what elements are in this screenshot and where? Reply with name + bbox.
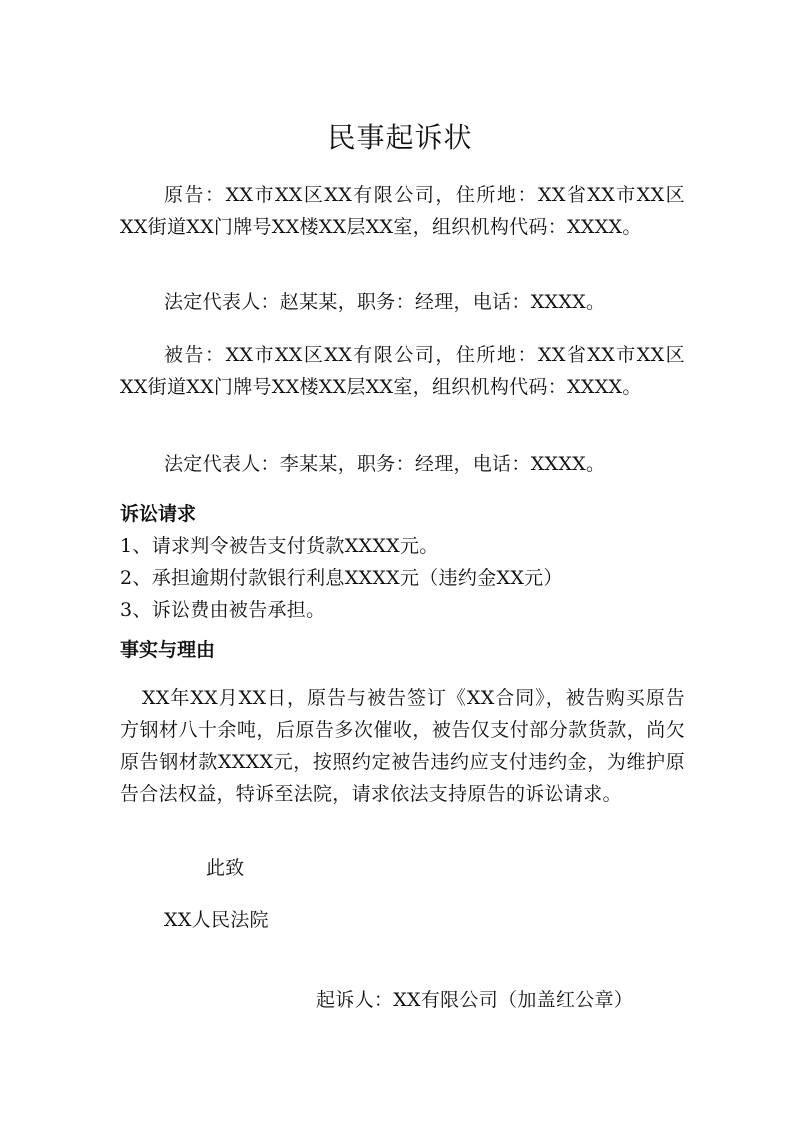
closing-text: 此致 [206,857,245,879]
plaintiff-representative: 法定代表人：赵某某，职务：经理，电话：XXXX。 [164,291,606,313]
court-name: XX人民法院 [164,909,269,931]
plaintiff-paragraph: 原告：XX市XX区XX有限公司，住所地：XX省XX市XX区XX街道XX门牌号XX楼XX层XX室，组织机构代码：XXXX。 [120,184,685,238]
facts-heading: 事实与理由 [120,639,216,661]
signature-line: 起诉人：XX有限公司（加盖红公章） [316,989,634,1011]
claim-item: 2、承担逾期付款银行利息XXXX元（违约金XX元） [120,567,563,589]
defendant-representative: 法定代表人：李某某，职务：经理，电话：XXXX。 [164,453,606,475]
facts-paragraph: XX年XX月XX日，原告与被告签订《XX合同》，被告购买原告方钢材八十余吨，后原告多次催收，被告仅支付部分款货款，尚欠原告钢材款XXXX元，按照约定被告违约应支付违约金，为维护原告合法权益，特诉至法院，请求依法支持原告的诉讼请求。 [120,687,685,805]
document-title: 民事起诉状 [327,121,473,154]
claims-heading: 诉讼请求 [120,503,197,525]
claims-list [120,530,563,626]
claim-item: 1、请求判令被告支付货款XXXX元。 [120,535,439,557]
claim-item: 3、诉讼费由被告承担。 [120,599,326,621]
defendant-paragraph: 被告：XX市XX区XX有限公司，住所地：XX省XX市XX区XX街道XX门牌号XX楼XX层XX室，组织机构代码：XXXX。 [120,344,685,398]
